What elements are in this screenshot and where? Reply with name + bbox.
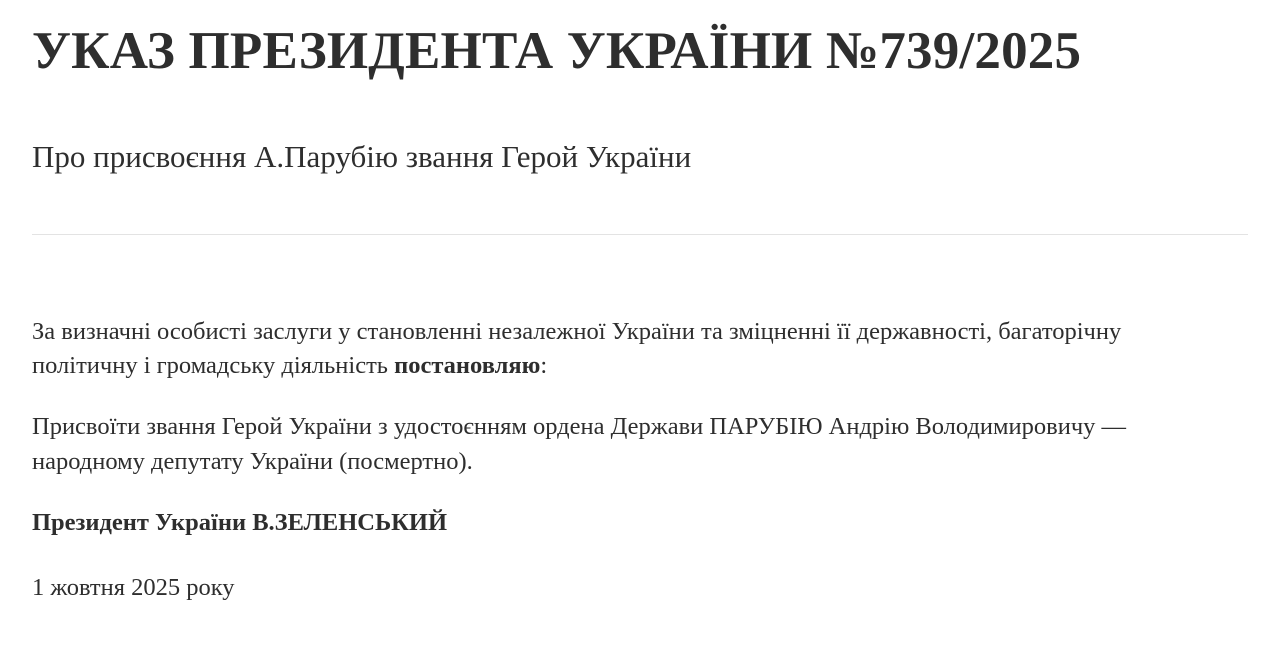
document-date: 1 жовтня 2025 року	[32, 573, 235, 601]
title-divider	[32, 234, 1248, 235]
preamble-text-after: :	[540, 352, 548, 380]
document-body	[32, 315, 1248, 606]
preamble-text-before: За визначні особисті заслуги у становленні незалежної України та зміцненні її державності, багаторічну політичну і громадську діяльність	[32, 317, 1122, 380]
signature-line: Президент України В.ЗЕЛЕНСЬКИЙ	[32, 508, 448, 536]
page-title: УКАЗ ПРЕЗИДЕНТА УКРАЇНИ №739/2025	[32, 22, 1082, 80]
preamble-emphasis: постановляю	[394, 352, 541, 380]
paragraph-preamble	[32, 315, 1212, 385]
document-subtitle: Про присвоєння А.Парубію звання Герой України	[32, 139, 692, 175]
paragraph-award-clause: Присвоїти звання Герой України з удостоєнням ордена Держави ПАРУБІЮ Андрію Володимировичу — народному депутату України (посмертно).	[32, 413, 1127, 475]
